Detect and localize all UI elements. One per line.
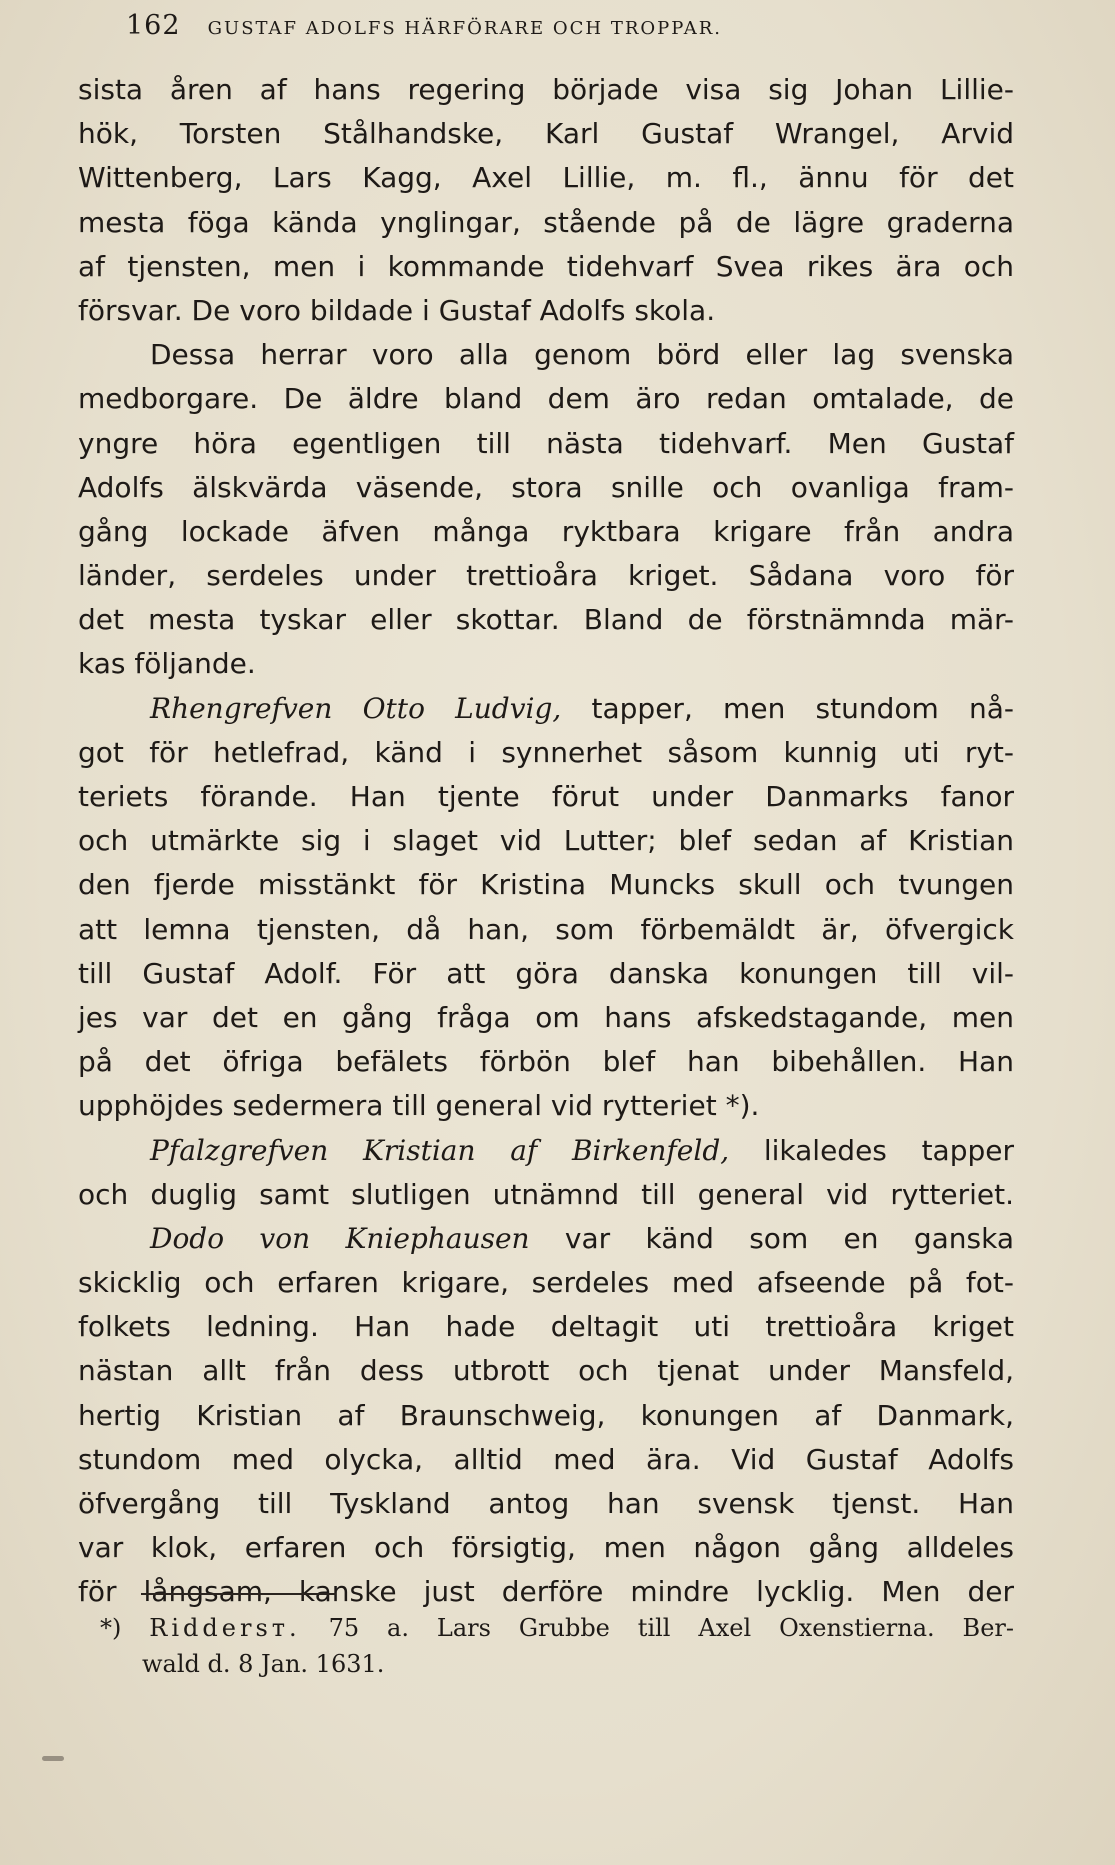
text-line [78, 687, 1014, 731]
footnote [100, 1610, 1014, 1682]
text-line [78, 1129, 1014, 1173]
text-line: mesta föga kända ynglingar, stående på de lägre graderna [78, 205, 1014, 239]
text-line: öfvergång till Tyskland antog han svensk tjenst. Han [78, 1487, 1014, 1520]
text-line: länder, serdeles under trettioåra kriget. Sådana voro för [78, 559, 1014, 593]
text-line: det mesta tyskar eller skottar. Bland de förstnämnda mär- [78, 603, 1014, 637]
page-header [126, 6, 1026, 46]
text-line: och duglig samt slutligen utnämnd till general vid rytteriet. [78, 1177, 1014, 1211]
footnote-divider [141, 1593, 336, 1595]
text-line: folkets ledning. Han hade deltagit uti trettioåra kriget [78, 1310, 1014, 1344]
text-line: Adolfs älskvärda väsende, stora snille och ovanliga fram- [78, 470, 1014, 504]
text-line: teriets förande. Han tjente förut under Danmarks fanor [78, 780, 1014, 813]
person-name-rhengrefven: Rhengrefven Otto Ludvig, [150, 691, 562, 725]
ink-smudge [42, 1756, 64, 1761]
text-line: upphöjdes sedermera till general vid rytteriet *). [78, 1089, 760, 1123]
body-text [78, 68, 1014, 1615]
text-line: Dessa herrar voro alla genom börd eller lag svenska [150, 338, 1014, 372]
footnote-marker: *) [100, 1614, 122, 1642]
text-line: yngre höra egentligen till nästa tidehvarf. Men Gustaf [78, 426, 1014, 460]
page-number: 162 [126, 10, 181, 41]
text-line: medborgare. De äldre bland dem äro redan omtalade, de [78, 382, 1014, 416]
text-line [78, 1217, 1014, 1261]
text-line: nästan allt från dess utbrott och tjenat under Mansfeld, [78, 1354, 1014, 1388]
person-name-kniephausen: Dodo von Kniephausen [150, 1221, 530, 1255]
text-line: hök, Torsten Stålhandske, Karl Gustaf Wrangel, Arvid [78, 117, 1014, 151]
text-fragment: var känd som en ganska [529, 1221, 1014, 1255]
text-fragment: likaledes tapper [729, 1133, 1014, 1167]
text-line: af tjensten, men i kommande tidehvarf Svea rikes ära och [78, 249, 1014, 283]
text-line: på det öfriga befälets förbön blef han bibehållen. Han [78, 1045, 1014, 1079]
text-line: sista åren af hans regering började visa sig Johan Lillie- [78, 73, 1014, 106]
text-fragment: tapper, men stundom nå- [561, 691, 1014, 725]
text-line: jes var det en gång fråga om hans afskedstagande, men [78, 1000, 1014, 1034]
footnote-line [100, 1610, 1014, 1646]
text-line: gång lockade äfven många ryktbara krigare från andra [78, 514, 1014, 548]
text-line: den fjerde misstänkt för Kristina Muncks skull och tvungen [78, 868, 1014, 902]
text-line: skicklig och erfaren krigare, serdeles med afseende på fot- [78, 1266, 1014, 1300]
text-line: kas följande. [78, 647, 256, 681]
text-line: hertig Kristian af Braunschweig, konungen af Danmark, [78, 1398, 1014, 1432]
footnote-line: wald d. 8 Jan. 1631. [142, 1650, 385, 1678]
footnote-reference: Riddersт. [149, 1614, 301, 1642]
footnote-text: 75 a. Lars Grubbe till Axel Oxenstierna. Ber- [300, 1614, 1014, 1642]
text-line: för långsam, kanske just derföre mindre lycklig. Men der [78, 1575, 1014, 1609]
running-title: GUSTAF ADOLFS HÄRFÖRARE OCH TROPPAR. [207, 18, 723, 39]
text-line: stundom med olycka, alltid med ära. Vid Gustaf Adolfs [78, 1442, 1014, 1476]
text-line: var klok, erfaren och försigtig, men någon gång alldeles [78, 1531, 1014, 1565]
text-line: och utmärkte sig i slaget vid Lutter; blef sedan af Kristian [78, 824, 1014, 858]
text-line: att lemna tjensten, då han, som förbemäldt är, öfvergick [78, 912, 1014, 946]
text-line: got för hetlefrad, känd i synnerhet såsom kunnig uti ryt- [78, 735, 1014, 769]
text-line: till Gustaf Adolf. För att göra danska konungen till vil- [78, 956, 1014, 990]
text-line: försvar. De voro bildade i Gustaf Adolfs skola. [78, 293, 716, 327]
person-name-pfalzgrefven: Pfalzgrefven Kristian af Birkenfeld, [150, 1133, 730, 1167]
text-line: Wittenberg, Lars Kagg, Axel Lillie, m. fl., ännu för det [78, 161, 1014, 195]
